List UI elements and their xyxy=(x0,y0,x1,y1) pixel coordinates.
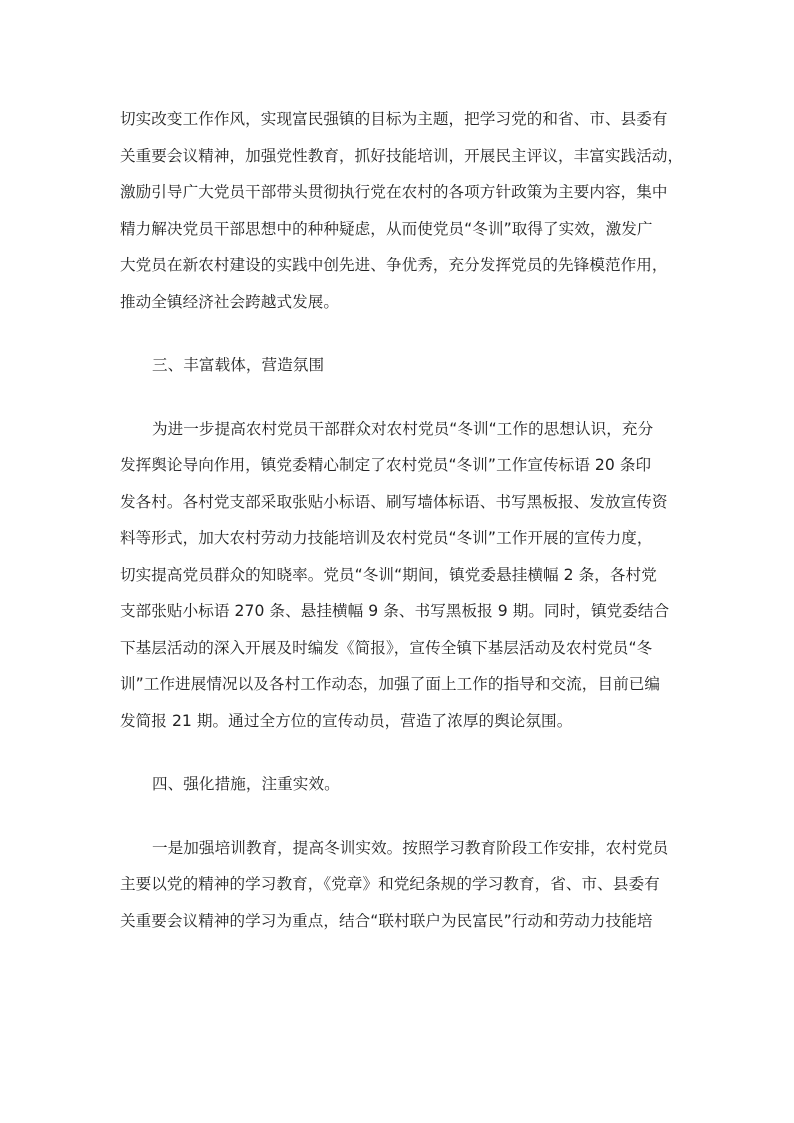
paragraph-gap xyxy=(120,384,680,411)
text-line: 下基层活动的深入开展及时编发《简报》，宣传全镇下基层活动及农村党员“冬 xyxy=(120,638,653,657)
text-line: 切实提高党员群众的知晓率。党员“冬训“期间，镇党委悬挂横幅 2 条，各村党 xyxy=(120,565,657,584)
section-heading-3 xyxy=(120,347,680,384)
text-line: 关重要会议精神，加强党性教育，抓好技能培训，开展民主评议，丰富实践活动， xyxy=(120,146,684,165)
text-line: 激励引导广大党员干部带头贯彻执行党在农村的各项方针政策为主要内容，集中 xyxy=(120,183,668,201)
paragraph-gap xyxy=(120,739,680,766)
text-line: 大党员在新农村建设的实践中创先进、争优秀，充分发挥党员的先锋模范作用， xyxy=(120,256,668,274)
text-line: 发各村。各村党支部采取张贴小标语、刷写墙体标语、书写黑板报、发放宣传资 xyxy=(120,492,668,511)
text-line: 一是加强培训教育，提高冬训实效。按照学习教育阶段工作安排，农村党员 xyxy=(152,838,669,857)
text-line: 支部张贴小标语 270 条、悬挂横幅 9 条、书写黑板报 9 期。同时，镇党委结合 xyxy=(120,602,670,620)
heading-text: 三、丰富载体，营造氛围 xyxy=(152,356,325,374)
text-line: 精力解决党员干部思想中的种种疑虑，从而使党员“冬训”取得了实效，激发广 xyxy=(120,219,653,238)
paragraph-publicity xyxy=(120,411,680,740)
paragraph-theme-continuation xyxy=(120,101,684,320)
text-line: 为进一步提高农村党员干部群众对农村党员“冬训“工作的思想认识，充分 xyxy=(152,419,654,438)
paragraph-gap xyxy=(120,320,680,347)
text-line: 训”工作进展情况以及各村工作动态，加强了面上工作的指导和交流，目前已编 xyxy=(120,675,661,693)
document-body xyxy=(120,101,684,939)
text-line: 推动全镇经济社会跨越式发展。 xyxy=(120,292,340,311)
text-line: 发挥舆论导向作用，镇党委精心制定了农村党员“冬训”工作宣传标语 20 条印 xyxy=(120,456,652,474)
text-line: 发简报 21 期。通过全方位的宣传动员，营造了浓厚的舆论氛围。 xyxy=(120,711,573,730)
text-line: 料等形式，加大农村劳动力技能培训及农村党员“冬训”工作开展的宣传力度， xyxy=(120,529,653,547)
section-heading-4 xyxy=(120,766,680,803)
paragraph-gap xyxy=(120,803,680,830)
text-line: 切实改变工作作风，实现富民强镇的目标为主题，把学习党的和省、市、县委有 xyxy=(120,110,668,128)
heading-text: 四、强化措施，注重实效。 xyxy=(152,775,340,793)
text-line: 主要以党的精神的学习教育，《党章》和党纪条规的学习教育，省、市、县委有 xyxy=(120,875,660,893)
text-line: 关重要会议精神的学习为重点，结合“联村联户为民富民”行动和劳动力技能培 xyxy=(120,911,653,930)
paragraph-training xyxy=(120,830,680,940)
